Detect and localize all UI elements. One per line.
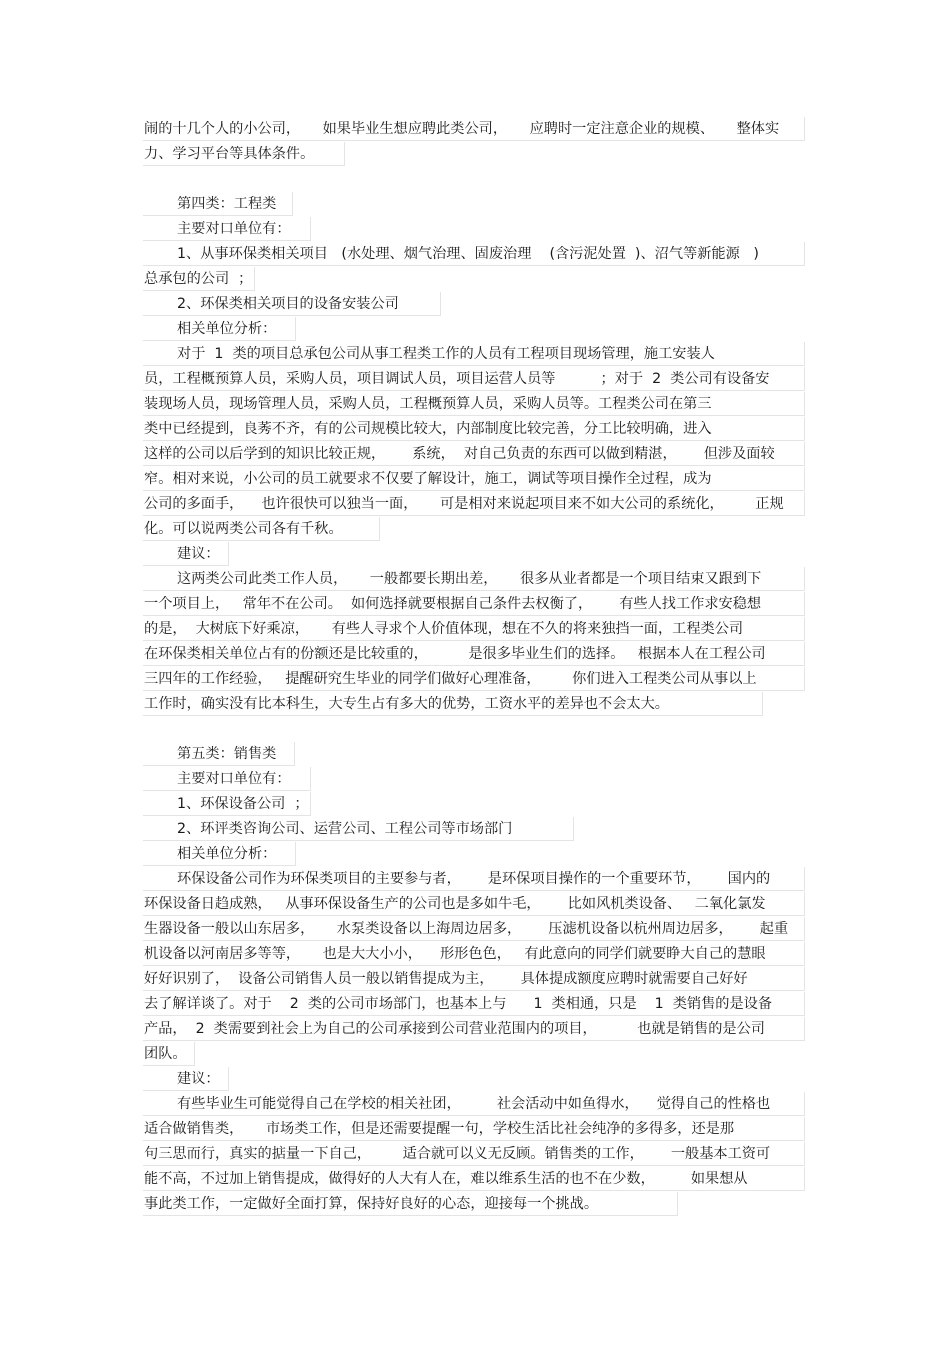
text-line: 去了解详谈了。对于 2 类的公司市场部门，也基本上与 1 类相通，只是 1 类销售的是设备 bbox=[143, 992, 805, 1016]
text-line: 总承包的公司 ； bbox=[143, 267, 255, 291]
text-line: 产品， 2 类需要到社会上为自己的公司承接到公司营业范围内的项目， 也就是销售的是公司 bbox=[143, 1017, 805, 1041]
text-line: 一个项目上， 常年不在公司。 如何选择就要根据自己条件去权衡了， 有些人找工作求安稳想 bbox=[143, 592, 805, 616]
text-line: 1、环保设备公司 ； bbox=[143, 792, 311, 816]
text-line: 2、环评类咨询公司、运营公司、工程公司等市场部门 bbox=[143, 817, 574, 841]
text-line: 句三思而行，真实的掂量一下自己， 适合就可以义无反顾。销售类的工作， 一般基本工资可 bbox=[143, 1142, 805, 1166]
text-line: 建议： bbox=[143, 1067, 229, 1091]
text-line: 机设备以河南居多等等， 也是大大小小， 形形色色， 有此意向的同学们就要睁大自己的慧眼 bbox=[143, 942, 805, 966]
text-line: 好好识别了， 设备公司销售人员一般以销售提成为主， 具体提成额度应聘时就需要自己好好 bbox=[143, 967, 805, 991]
text-line: 化。可以说两类公司各有千秋。 bbox=[143, 517, 380, 541]
text-line: 1、从事环保类相关项目 (水处理、烟气治理、固废治理 (含污泥处置 )、沼气等新能源 ) bbox=[143, 242, 805, 266]
text-line: 适合做销售类， 市场类工作，但是还需要提醒一句，学校生活比社会纯净的多得多，还是那 bbox=[143, 1117, 805, 1141]
text-line: 能不高，不过加上销售提成，做得好的人大有人在，难以维系生活的也不在少数， 如果想从 bbox=[143, 1167, 805, 1191]
text-line: 员，工程概预算人员，采购人员，项目调试人员，项目运营人员等 ；对于 2 类公司有设备安 bbox=[143, 367, 805, 391]
text-line: 对于 1 类的项目总承包公司从事工程类工作的人员有工程项目现场管理，施工安装人 bbox=[143, 342, 805, 366]
text-line: 2、环保类相关项目的设备安装公司 bbox=[143, 292, 441, 316]
text-line: 工作时，确实没有比本科生，大专生占有多大的优势，工资水平的差异也不会太大。 bbox=[143, 692, 763, 716]
text-line: 三四年的工作经验， 提醒研究生毕业的同学们做好心理准备， 你们进入工程类公司从事以上 bbox=[143, 667, 805, 691]
text-line: 建议： bbox=[143, 542, 229, 566]
text-line: 团队。 bbox=[143, 1042, 195, 1066]
text-line: 生器设备一般以山东居多， 水泵类设备以上海周边居多， 压滤机设备以杭州周边居多， 起重 bbox=[143, 917, 805, 941]
text-line: 闹的十几个人的小公司， 如果毕业生想应聘此类公司， 应聘时一定注意企业的规模、 整体实 bbox=[143, 117, 805, 141]
text-line: 公司的多面手， 也许很快可以独当一面， 可是相对来说起项目来不如大公司的系统化， 正规 bbox=[143, 492, 805, 516]
text-line: 在环保类相关单位占有的份额还是比较重的， 是很多毕业生们的选择。 根据本人在工程公司 bbox=[143, 642, 805, 666]
text-line: 第五类：销售类 bbox=[143, 742, 295, 766]
text-line: 类中已经提到，良莠不齐，有的公司规模比较大，内部制度比较完善，分工比较明确，进入 bbox=[143, 417, 805, 441]
text-line: 第四类：工程类 bbox=[143, 192, 293, 216]
text-line: 这样的公司以后学到的知识比较正规， 系统， 对自己负责的东西可以做到精湛， 但涉及面较 bbox=[143, 442, 805, 466]
text-line: 这两类公司此类工作人员， 一般都要长期出差， 很多从业者都是一个项目结束又跟到下 bbox=[143, 567, 805, 591]
text-line: 相关单位分析： bbox=[143, 842, 296, 866]
text-line: 相关单位分析： bbox=[143, 317, 296, 341]
text-line: 环保设备公司作为环保类项目的主要参与者， 是环保项目操作的一个重要环节， 国内的 bbox=[143, 867, 805, 891]
text-line: 的是， 大树底下好乘凉， 有些人寻求个人价值体现，想在不久的将来独挡一面，工程类公司 bbox=[143, 617, 805, 641]
text-line: 力、学习平台等具体条件。 bbox=[143, 142, 345, 166]
text-line: 事此类工作，一定做好全面打算，保持好良好的心态，迎接每一个挑战。 bbox=[143, 1192, 678, 1216]
text-line: 窄。相对来说，小公司的员工就要求不仅要了解设计，施工，调试等项目操作全过程，成为 bbox=[143, 467, 805, 491]
text-line: 主要对口单位有： bbox=[143, 767, 311, 791]
text-line: 装现场人员，现场管理人员，采购人员，工程概预算人员，采购人员等。工程类公司在第三 bbox=[143, 392, 805, 416]
text-line: 环保设备日趋成熟， 从事环保设备生产的公司也是多如牛毛， 比如风机类设备、 二氧化氯发 bbox=[143, 892, 805, 916]
text-line: 有些毕业生可能觉得自己在学校的相关社团， 社会活动中如鱼得水， 觉得自己的性格也 bbox=[143, 1092, 805, 1116]
text-line: 主要对口单位有： bbox=[143, 217, 311, 241]
